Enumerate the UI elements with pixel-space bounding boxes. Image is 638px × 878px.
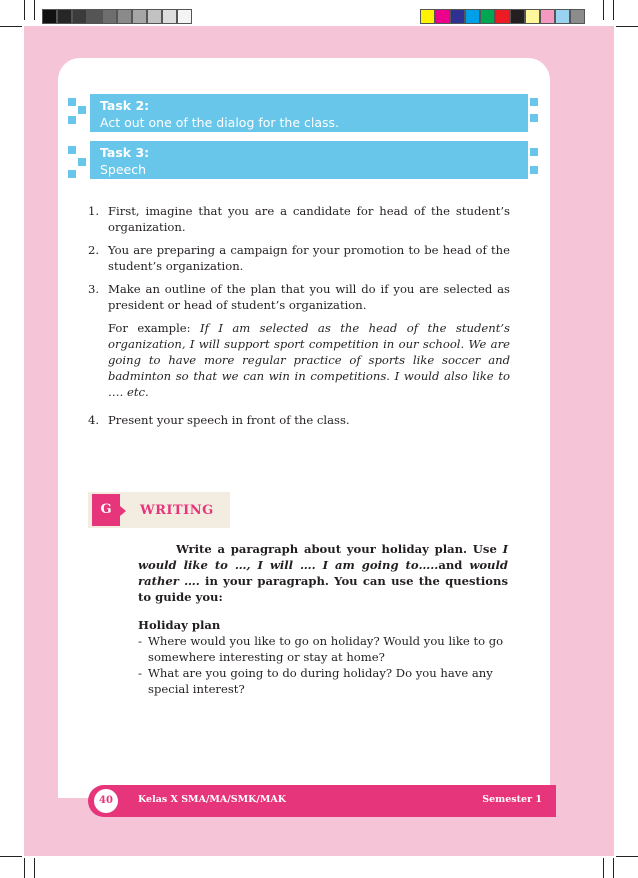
list-item-text: First, imagine that you are a candidate for head of the student’s organization. [108,204,510,234]
color-swatch [510,9,525,24]
color-swatch [540,9,555,24]
book-title: Kelas X SMA/MA/SMK/MAK [138,794,287,805]
holiday-plan-heading: Holiday plan [138,618,221,632]
grayscale-swatch-strip [42,9,192,24]
list-item-number: 1. [88,204,100,218]
crop-mark [603,0,604,20]
list-item [88,412,510,428]
pixel-decoration [530,148,538,156]
instruction-text: in your paragraph. You can use the questions to guide you: [138,574,508,604]
list-item [138,665,508,697]
crop-mark [24,858,25,878]
task-2-text: Act out one of the dialog for the class. [100,115,340,130]
question-text: Where would you like to go on holiday? Would you like to go somewhere interesting or stay at home? [148,634,504,664]
pixel-decoration [78,158,86,166]
pixel-decoration [68,170,76,178]
instruction-text: and [438,558,470,572]
color-swatch [525,9,540,24]
crop-mark [0,26,22,27]
list-item [88,281,510,313]
color-swatch [570,9,585,24]
list-item [138,633,508,665]
color-swatch [450,9,465,24]
instruction-text: Write a paragraph about your holiday plan. Use [176,542,503,556]
color-swatch [57,9,72,24]
pixel-decoration [530,166,538,174]
crop-mark [24,0,25,20]
crop-mark [616,856,638,857]
crop-mark [34,0,35,20]
example-lead: For example: [108,321,201,335]
color-swatch-strip [420,9,585,24]
crop-mark [34,858,35,878]
list-item-text: You are preparing a campaign for your promotion to be head of the student’s organization. [108,243,510,273]
list-item-text: Present your speech in front of the class. [108,413,350,427]
color-swatch [555,9,570,24]
color-swatch [87,9,102,24]
color-swatch [435,9,450,24]
color-swatch [42,9,57,24]
crop-mark [603,858,604,878]
pixel-decoration [530,114,538,122]
page-number: 40 [94,789,118,813]
instruction-italic: I would like to …, I will …. I am going to….. [138,542,508,572]
crop-mark [616,26,638,27]
task-3-banner [90,141,528,179]
instruction-italic: would rather …. [138,558,508,588]
page-footer [88,785,556,817]
writing-task [138,541,508,697]
pixel-decoration [68,98,76,106]
crop-mark [613,858,614,878]
speech-instructions-list [88,203,510,435]
section-arrow-icon [120,506,126,516]
task-3-text: Speech [100,162,147,177]
color-swatch [177,9,192,24]
example-italic-text: If I am selected as the head of the student’s organization, I will support sport competition in our school. We are going to have more regular practice of sports like soccer and badminton so that we can win in competitions. I would also like to …. etc. [108,321,510,399]
list-item [88,203,510,235]
section-title: WRITING [140,503,214,518]
question-text: What are you going to do during holiday? Do you have any special interest? [148,666,493,696]
color-swatch [495,9,510,24]
crop-mark [613,0,614,20]
pixel-decoration [68,116,76,124]
task-2-title: Task 2: [100,98,150,113]
pixel-decoration [68,146,76,154]
color-swatch [132,9,147,24]
pixel-decoration [78,106,86,114]
list-item-text: Make an outline of the plan that you will do if you are selected as president or head of student’s organization. [108,282,510,312]
color-swatch [117,9,132,24]
color-swatch [480,9,495,24]
list-item-number: 4. [88,413,100,427]
color-swatch [72,9,87,24]
writing-instruction [138,541,508,605]
semester-label: Semester 1 [482,794,542,805]
crop-mark [0,856,22,857]
color-swatch [102,9,117,24]
dash-marker: - [138,666,142,680]
example-paragraph [108,320,510,400]
list-item-number: 2. [88,243,100,257]
task-3-title: Task 3: [100,145,150,160]
color-swatch [465,9,480,24]
pixel-decoration [530,98,538,106]
task-2-banner [90,94,528,132]
color-swatch [420,9,435,24]
color-swatch [162,9,177,24]
list-item [88,242,510,274]
section-letter-badge: G [92,494,120,526]
list-item-number: 3. [88,282,100,296]
color-swatch [147,9,162,24]
dash-marker: - [138,634,142,648]
